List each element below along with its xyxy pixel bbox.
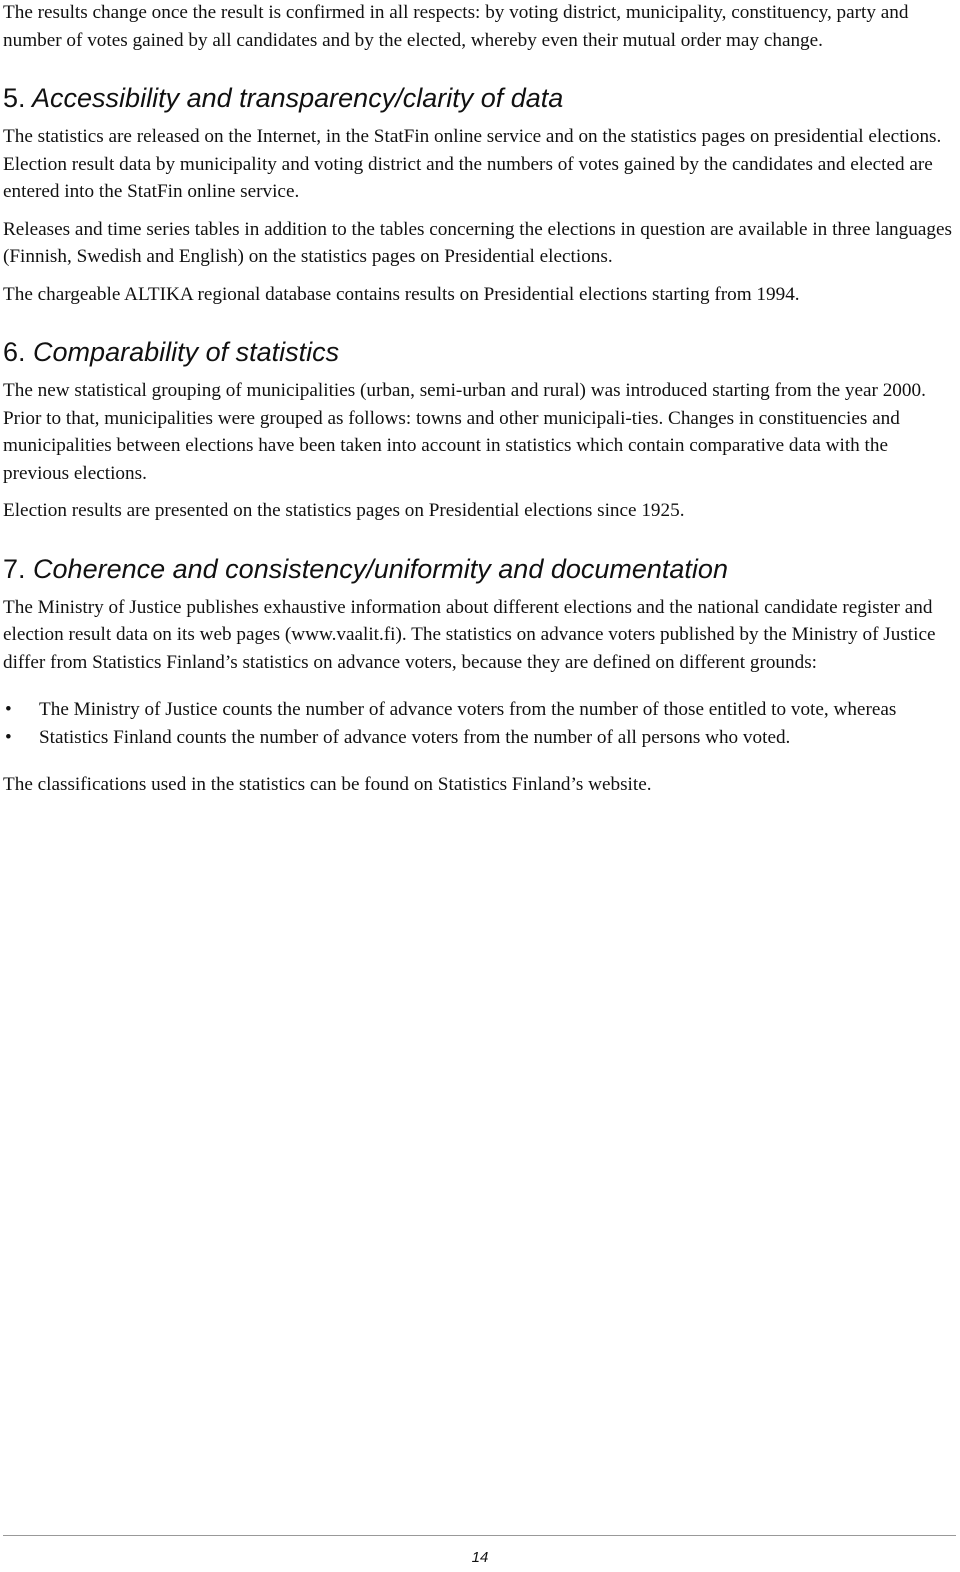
section-7-closing: The classifications used in the statistics can be found on Statistics Finland’s website. bbox=[3, 774, 652, 795]
section-7-heading bbox=[3, 552, 956, 586]
section-6-title: Comparability of statistics bbox=[33, 337, 340, 367]
list-item bbox=[3, 696, 956, 724]
section-6-heading bbox=[3, 335, 956, 369]
bullet-marker: • bbox=[5, 699, 12, 720]
section-coherence bbox=[3, 552, 956, 799]
list-item bbox=[3, 724, 956, 752]
section-comparability bbox=[3, 335, 956, 525]
list-item-text: The Ministry of Justice counts the number of advance voters from the number of those entitled to vote, whereas bbox=[39, 699, 897, 720]
footer-divider bbox=[3, 1535, 956, 1536]
section-5-paragraph-2: Releases and time series tables in addition to the tables concerning the elections in question are available in three languages (Finnish, Swedish and English) on the statistics pages on Presidential elections. bbox=[3, 218, 952, 267]
section-5-number: 5. bbox=[3, 83, 26, 113]
section-5-paragraph-1: The statistics are released on the Internet, in the StatFin online service and on the statistics pages on presidential elections. Election result data by municipality and voting district and the numbers of votes gained by the candidates and elected are entered into the StatFin online service. bbox=[3, 126, 942, 202]
intro-paragraph: The results change once the result is confirmed in all respects: by voting district, municipality, constituency, party and number of votes gained by all candidates and by the elected, whereby even their mutual order may change. bbox=[3, 2, 909, 51]
section-accessibility bbox=[3, 81, 956, 308]
section-7-title: Coherence and consistency/uniformity and documentation bbox=[33, 553, 728, 584]
section-6-number: 6. bbox=[3, 337, 26, 367]
page-number: 14 bbox=[471, 1549, 489, 1566]
list-item-text: Statistics Finland counts the number of advance voters from the number of all persons who voted. bbox=[39, 726, 791, 748]
advance-voters-list bbox=[3, 696, 956, 751]
section-5-paragraph-3: The chargeable ALTIKA regional database contains results on Presidential elections starting from 1994. bbox=[3, 283, 800, 305]
section-5-title: Accessibility and transparency/clarity of data bbox=[32, 83, 564, 113]
section-5-heading bbox=[3, 81, 956, 115]
bullet-marker: • bbox=[5, 726, 12, 748]
section-6-paragraph-1: The new statistical grouping of municipalities (urban, semi-urban and rural) was introduced starting from the year 2000. Prior to that, municipalities were grouped as follows: towns and other municipali-ties. Changes in constituencies and municipalities between elections have been taken into account in statistics which contain comparative data with the previous elections. bbox=[3, 380, 926, 484]
section-7-number: 7. bbox=[3, 553, 26, 584]
section-6-paragraph-2: Election results are presented on the statistics pages on Presidential elections since 1925. bbox=[3, 500, 685, 521]
section-7-paragraph-1: The Ministry of Justice publishes exhaustive information about different elections and the national candidate register and election result data on its web pages (www.vaalit.fi). The statistics on advance voters published by the Ministry of Justice differ from Statistics Finland’s statistics on advance voters, because they are defined on different grounds: bbox=[3, 596, 936, 673]
